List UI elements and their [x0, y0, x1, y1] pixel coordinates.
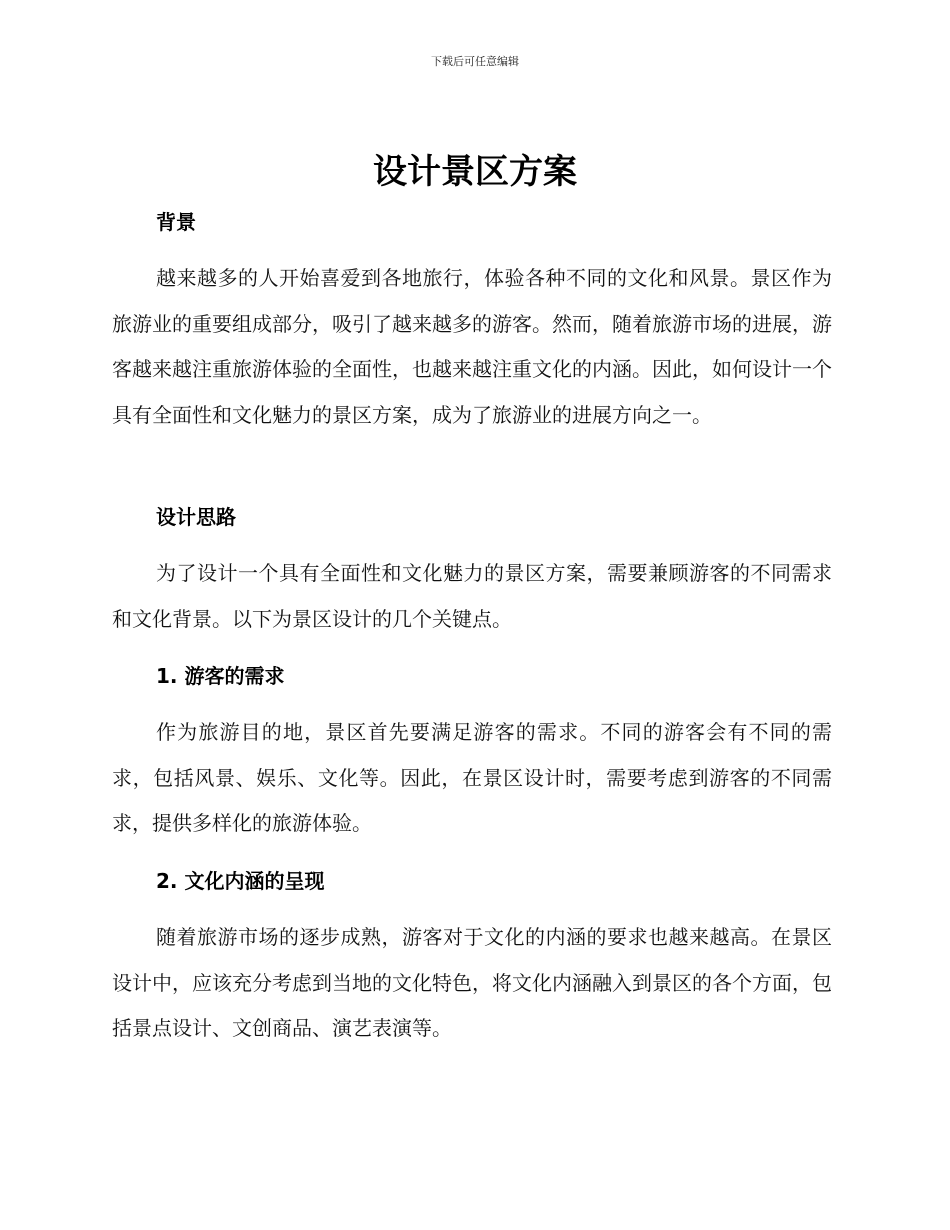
document-title: 设计景区方案 [373, 152, 577, 192]
section-paragraph-cultural-connotation: 随着旅游市场的逐步成熟，游客对于文化的内涵的要求也越来越高。在景区设计中，应该充分考虑到当地的文化特色，将文化内涵融入到景区的各个方面，包括景点设计、文创商品、演艺表演等。 [112, 925, 832, 1040]
section-paragraph-visitor-needs: 作为旅游目的地，景区首先要满足游客的需求。不同的游客会有不同的需求，包括风景、娱乐、文化等。因此，在景区设计时，需要考虑到游客的不同需求，提供多样化的旅游体验。 [112, 720, 832, 835]
page-header-note: 下载后可任意编辑 [431, 55, 519, 68]
section-heading-design-ideas: 设计思路 [156, 505, 236, 529]
section-heading-visitor-needs: 1. 游客的需求 [156, 664, 285, 688]
section-heading-cultural-connotation: 2. 文化内涵的呈现 [156, 869, 325, 893]
section-heading-background: 背景 [156, 210, 196, 234]
section-paragraph-background: 越来越多的人开始喜爱到各地旅行，体验各种不同的文化和风景。景区作为旅游业的重要组成部分，吸引了越来越多的游客。然而，随着旅游市场的进展，游客越来越注重旅游体验的全面性，也越来越注重文化的内涵。因此，如何设计一个具有全面性和文化魅力的景区方案，成为了旅游业的进展方向之一。 [112, 266, 832, 427]
section-paragraph-design-ideas: 为了设计一个具有全面性和文化魅力的景区方案，需要兼顾游客的不同需求和文化背景。以下为景区设计的几个关键点。 [112, 561, 832, 631]
